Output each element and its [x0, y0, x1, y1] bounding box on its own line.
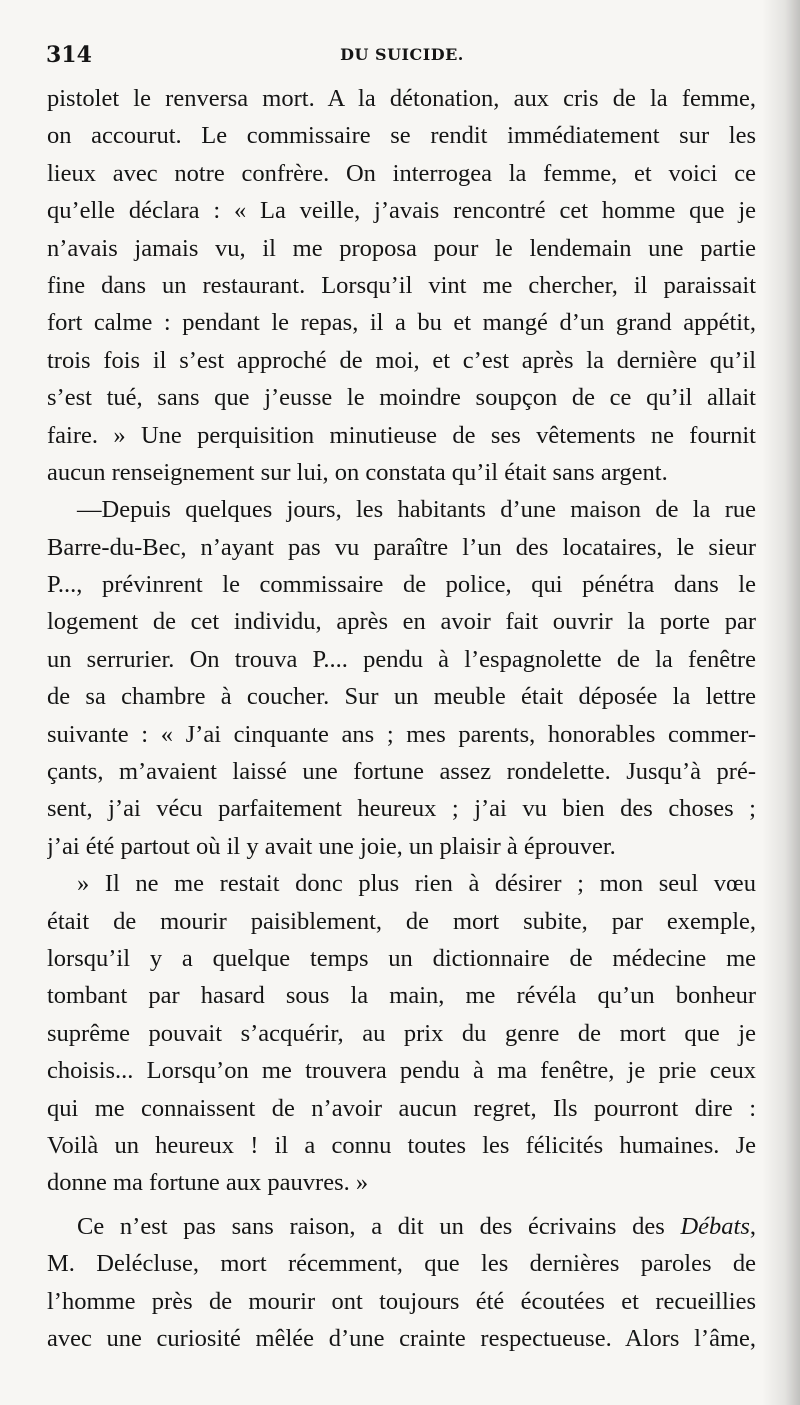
text-line: un serrurier. On trouva P.... pendu à l’espagnolette de la fenêtre — [47, 645, 756, 673]
page-header — [46, 40, 758, 70]
text-line: j’ai été partout où il y avait une joie, un plaisir à éprouver. — [47, 832, 616, 860]
text-line: Voilà un heureux ! il a connu toutes les félicités humaines. Je — [47, 1131, 756, 1159]
text-line — [47, 1208, 756, 1245]
text-line: tombant par hasard sous la main, me révéla qu’un bonheur — [47, 982, 756, 1010]
text-line: fort calme : pendant le repas, il a bu et mangé d’un grand appétit, — [47, 309, 756, 337]
text-line: lorsqu’il y a quelque temps un dictionnaire de médecine me — [47, 944, 756, 972]
text-line: trois fois il s’est approché de moi, et c’est après la dernière qu’il — [47, 346, 756, 374]
text-line: P..., prévinrent le commissaire de police, qui pénétra dans le — [47, 571, 756, 599]
text-line: donne ma fortune aux pauvres. » — [47, 1169, 369, 1197]
text-line: on accourut. Le commissaire se rendit immédiatement sur les — [47, 122, 756, 150]
text-line: était de mourir paisiblement, de mort subite, par exemple, — [47, 907, 756, 935]
running-head: DU SUICIDE. — [340, 45, 464, 64]
text-line: avec une curiosité mêlée d’une crainte respectueuse. Alors l’âme, — [47, 1324, 756, 1352]
text-line: suivante : « J’ai cinquante ans ; mes parents, honorables commer- — [47, 720, 756, 748]
text-line-end: , — [749, 1212, 756, 1240]
page-number: 314 — [46, 42, 92, 68]
text-line: s’est tué, sans que j’eusse le moindre soupçon de ce qu’il allait — [47, 384, 756, 412]
italic-title: Débats — [680, 1212, 750, 1240]
text-line: de sa chambre à coucher. Sur un meuble était déposée la lettre — [47, 683, 756, 711]
text-line: choisis... Lorsqu’on me trouvera pendu à ma fenêtre, je prie ceux — [47, 1057, 756, 1085]
text-line: lieux avec notre confrère. On interrogea la femme, et voici ce — [47, 159, 756, 187]
text-line: suprême pouvait s’acquérir, au prix du genre de mort que je — [47, 1019, 756, 1047]
text-line-start: Ce n’est pas sans raison, a dit un des écrivains des — [77, 1212, 681, 1240]
text-line: sent, j’ai vécu parfaitement heureux ; j’ai vu bien des choses ; — [47, 795, 756, 823]
text-line: » Il ne me restait donc plus rien à désirer ; mon seul vœu — [77, 870, 756, 898]
text-line: n’avais jamais vu, il me proposa pour le lendemain une partie — [47, 234, 756, 262]
spine-shadow — [762, 0, 800, 1405]
text-line: çants, m’avaient laissé une fortune assez rondelette. Jusqu’à pré- — [47, 758, 756, 786]
text-line: pistolet le renversa mort. A la détonation, aux cris de la femme, — [47, 85, 756, 112]
text-line: Barre-du-Bec, n’ayant pas vu paraître l’un des locataires, le sieur — [47, 533, 756, 561]
text-line: M. Delécluse, mort récemment, que les dernières paroles de — [47, 1250, 756, 1278]
text-line: logement de cet individu, après en avoir fait ouvrir la porte par — [47, 608, 756, 636]
body-text — [47, 80, 756, 1357]
text-line: l’homme près de mourir ont toujours été écoutées et recueillies — [47, 1287, 756, 1315]
text-line: qui me connaissent de n’avoir aucun regret, Ils pourront dire : — [47, 1094, 756, 1122]
text-line: aucun renseignement sur lui, on constata qu’il était sans argent. — [47, 458, 668, 486]
text-line: fine dans un restaurant. Lorsqu’il vint me chercher, il paraissait — [47, 271, 756, 299]
text-line: qu’elle déclara : « La veille, j’avais rencontré cet homme que je — [47, 197, 756, 225]
text-line: —Depuis quelques jours, les habitants d’une maison de la rue — [77, 496, 756, 524]
text-line: faire. » Une perquisition minutieuse de ses vêtements ne fournit — [47, 421, 756, 449]
